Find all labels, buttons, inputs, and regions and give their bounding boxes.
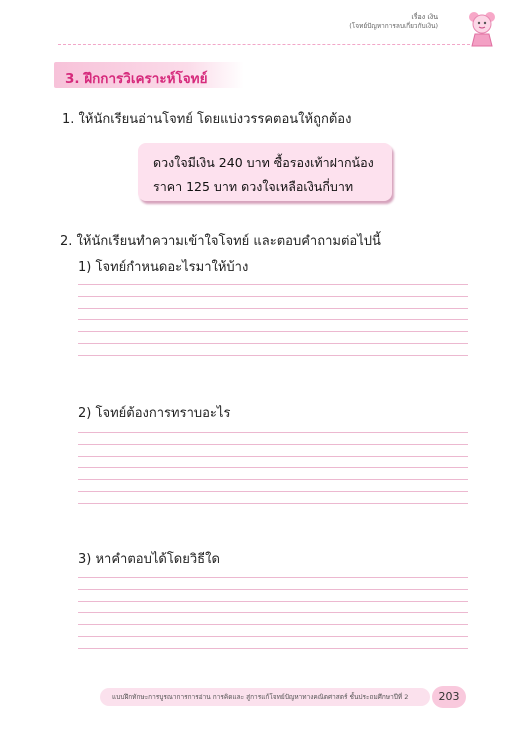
section-banner (54, 62, 244, 88)
story-line-2: ราคา 125 บาท ดวงใจเหลือเงินกี่บาท (153, 179, 354, 194)
answer-lines-1[interactable] (78, 284, 468, 367)
footer-text: แบบฝึกทักษะการบูรณาการการอ่าน การคิดและ สู่การแก้โจทย์ปัญหาทางคณิตศาสตร์ ชั้นประถมศึกษาปีที่ 2 (112, 693, 409, 701)
pink-cartoon-girl-icon (464, 8, 500, 48)
sub-question-1: 1) โจทย์กำหนดอะไรมาให้บ้าง (78, 260, 249, 275)
answer-lines-3[interactable] (78, 577, 468, 660)
story-box (138, 143, 392, 201)
answer-lines-2[interactable] (78, 432, 468, 515)
header-divider (58, 44, 470, 45)
section-title: 3. ฝึกการวิเคราะห์โจทย์ (65, 71, 208, 87)
footer-bar (100, 688, 430, 706)
page-number: 203 (432, 686, 466, 708)
sub-question-2: 2) โจทย์ต้องการทราบอะไร (78, 406, 231, 421)
page-header (349, 12, 438, 31)
question-1: 1. ให้นักเรียนอ่านโจทย์ โดยแบ่งวรรคตอนให้ถูกต้อง (62, 112, 352, 127)
header-title: เรื่อง เงิน (411, 13, 438, 21)
sub-question-3: 3) หาคำตอบได้โดยวิธีใด (78, 552, 220, 567)
story-line-1: ดวงใจมีเงิน 240 บาท ซื้อรองเท้าฝากน้อง (153, 155, 374, 170)
question-2: 2. ให้นักเรียนทำความเข้าใจโจทย์ และตอบคำถามต่อไปนี้ (60, 234, 381, 249)
header-subtitle: (โจทย์ปัญหาการลบเกี่ยวกับเงิน) (349, 22, 438, 30)
